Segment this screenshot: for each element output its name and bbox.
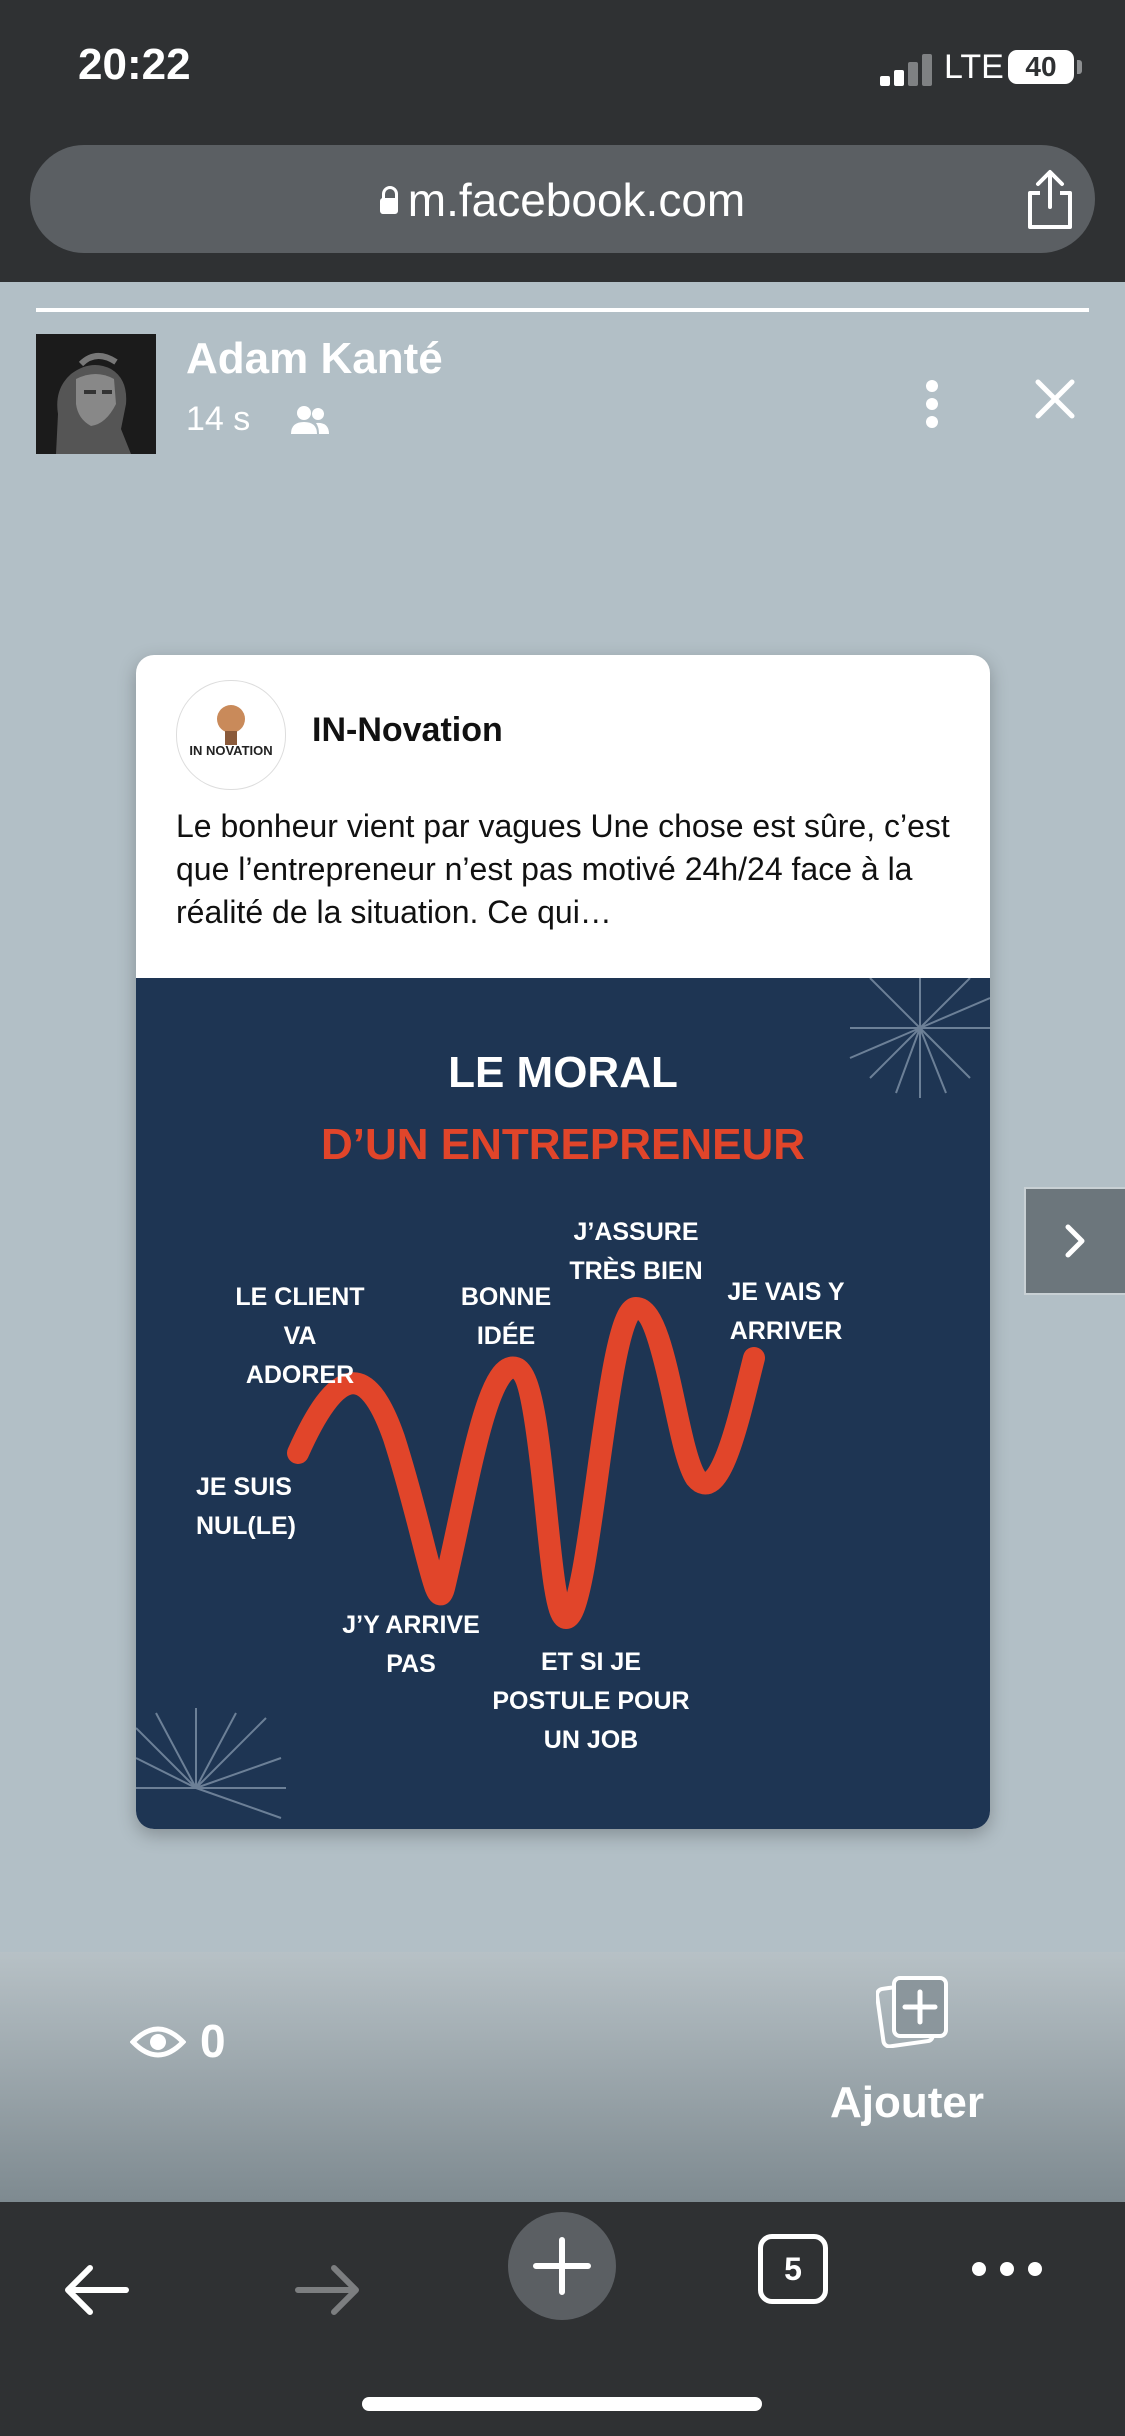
page-logo-text: IN NOVATION [189, 743, 273, 758]
add-to-story-icon[interactable] [876, 1972, 952, 2048]
label-je-suis-nul: JE SUIS NUL(LE) [196, 1473, 296, 1540]
add-to-story-label[interactable]: Ajouter [830, 2078, 984, 2127]
statue-image [36, 334, 156, 454]
plus-icon [508, 2212, 616, 2320]
story-timestamp: 14 s [186, 400, 251, 438]
signal-icon [880, 52, 936, 86]
post-image [136, 978, 990, 1829]
starburst-bottom-left [136, 1708, 286, 1818]
more-options-icon[interactable] [926, 380, 940, 430]
chevron-right-icon [1026, 1189, 1125, 1293]
lightbulb-logo-icon [177, 681, 285, 789]
home-indicator[interactable] [362, 2397, 762, 2411]
network-type: LTE [944, 48, 1004, 86]
label-client: LE CLIENT VA ADORER [235, 1283, 365, 1389]
story-author-name[interactable]: Adam Kanté [186, 334, 443, 383]
browser-top-chrome [0, 0, 1125, 282]
story-progress-bar [36, 308, 1089, 312]
lock-icon [380, 198, 398, 214]
back-arrow-icon[interactable] [60, 2260, 132, 2320]
image-title-line2: D’UN ENTREPRENEUR [320, 1120, 806, 1169]
label-assure: J’ASSURE TRÈS BIEN [569, 1218, 703, 1285]
label-bonne-idee: BONNE IDÉE [460, 1283, 552, 1350]
page-name[interactable]: IN-Novation [312, 711, 503, 749]
battery-tip [1077, 60, 1082, 74]
more-menu-icon[interactable] [972, 2262, 1044, 2276]
avatar[interactable] [36, 334, 156, 454]
forward-arrow-icon[interactable] [292, 2260, 364, 2320]
close-icon[interactable] [1030, 374, 1080, 424]
post-text: Le bonheur vient par vagues Une chose est sûre, c’est que l’entrepreneur n’est pas motivé 24h/24 face à la réalité de la situation. Ce qui… [176, 808, 950, 930]
shared-post-card[interactable] [136, 655, 990, 1829]
story-footer [0, 1952, 1125, 2202]
tabs-button[interactable]: 5 [758, 2234, 828, 2304]
status-time: 20:22 [78, 40, 191, 89]
page-logo[interactable] [176, 680, 286, 790]
url-text: m.facebook.com [407, 174, 746, 226]
eye-icon [130, 2022, 186, 2062]
next-story-button[interactable] [1024, 1187, 1125, 1295]
story-viewer[interactable] [0, 282, 1125, 1952]
url-bar[interactable] [30, 145, 1095, 253]
battery-icon: 40 [1008, 50, 1074, 84]
image-title-line1: LE MORAL [448, 1048, 678, 1097]
label-vais-arriver: JE VAIS Y ARRIVER [727, 1278, 845, 1345]
label-jy-arrive-pas: J’Y ARRIVE PAS [342, 1611, 480, 1678]
label-postule: ET SI JE POSTULE POUR UN JOB [492, 1648, 690, 1754]
url-display [30, 173, 1095, 227]
friends-audience-icon [290, 404, 330, 436]
share-icon[interactable] [1020, 167, 1080, 231]
new-tab-button[interactable] [508, 2212, 616, 2320]
views-count[interactable]: 0 [200, 2015, 226, 2067]
